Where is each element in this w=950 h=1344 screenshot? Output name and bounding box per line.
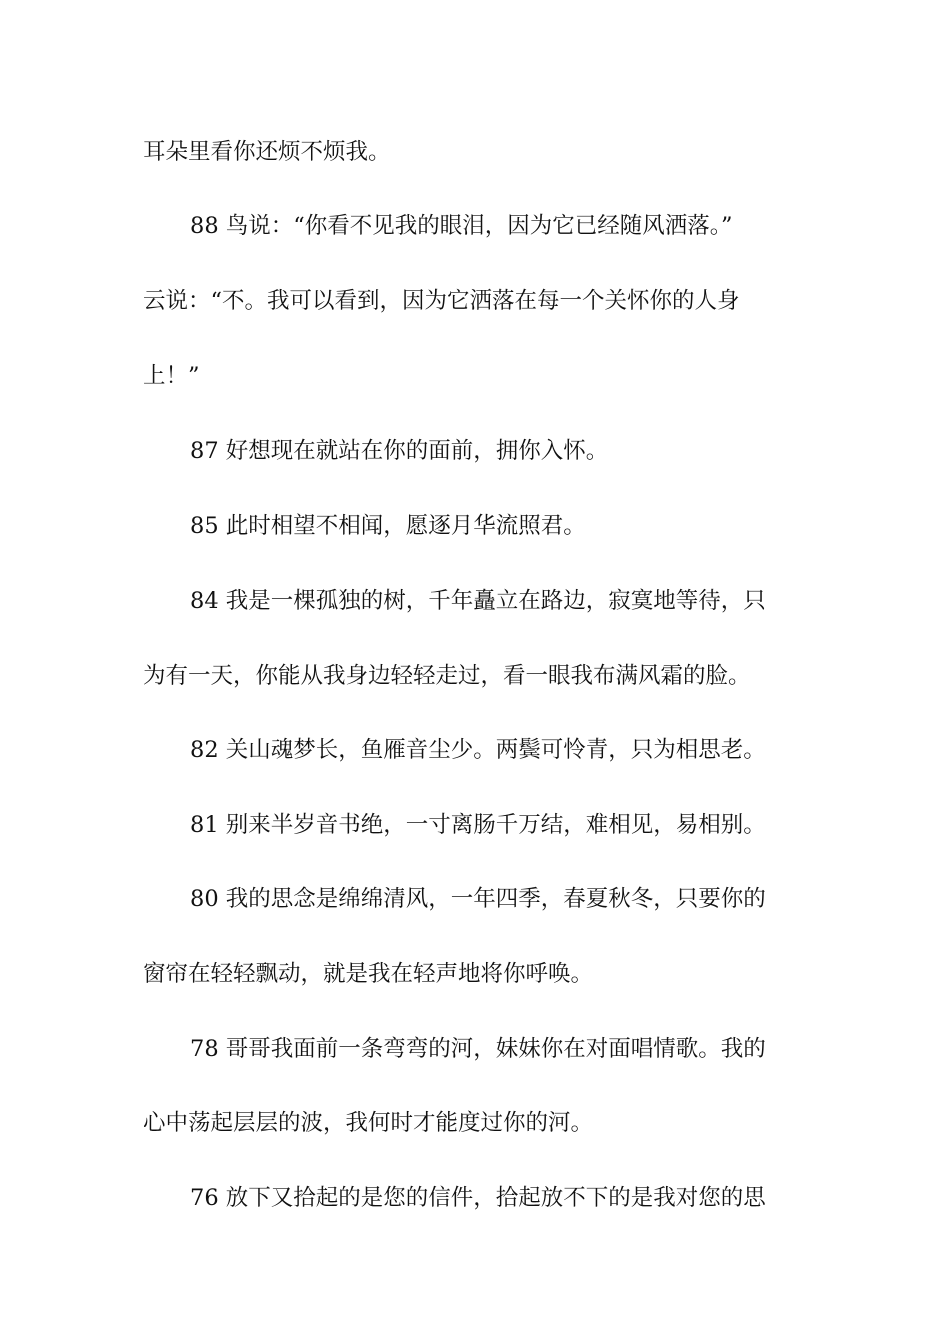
text-line: 云说：“不。我可以看到，因为它洒落在每一个关怀你的人身 <box>143 288 740 314</box>
text-line: 78 哥哥我面前一条弯弯的河，妹妹你在对面唱情歌。我的 <box>190 1036 766 1062</box>
text-line: 耳朵里看你还烦不烦我。 <box>143 139 391 165</box>
text-line: 为有一天，你能从我身边轻轻走过，看一眼我布满风霜的脸。 <box>143 663 751 689</box>
text-line: 心中荡起层层的波，我何时才能度过你的河。 <box>143 1110 594 1136</box>
text-line: 窗帘在轻轻飘动，就是我在轻声地将你呼唤。 <box>143 961 594 987</box>
text-line: 76 放下又拾起的是您的信件，拾起放不下的是我对您的思 <box>190 1185 766 1211</box>
text-line: 88 鸟说：“你看不见我的眼泪，因为它已经随风洒落。” <box>190 213 733 239</box>
text-line: 上！” <box>143 363 200 389</box>
text-line: 84 我是一棵孤独的树，千年矗立在路边，寂寞地等待，只 <box>190 588 766 614</box>
text-line: 80 我的思念是绵绵清风，一年四季，春夏秋冬，只要你的 <box>190 886 766 912</box>
text-line: 81 别来半岁音书绝，一寸离肠千万结，难相见，易相别。 <box>190 812 766 838</box>
text-line: 85 此时相望不相闻，愿逐月华流照君。 <box>190 513 586 539</box>
text-line: 82 关山魂梦长，鱼雁音尘少。两鬓可怜青，只为相思老。 <box>190 737 766 763</box>
text-line: 87 好想现在就站在你的面前，拥你入怀。 <box>190 438 609 464</box>
